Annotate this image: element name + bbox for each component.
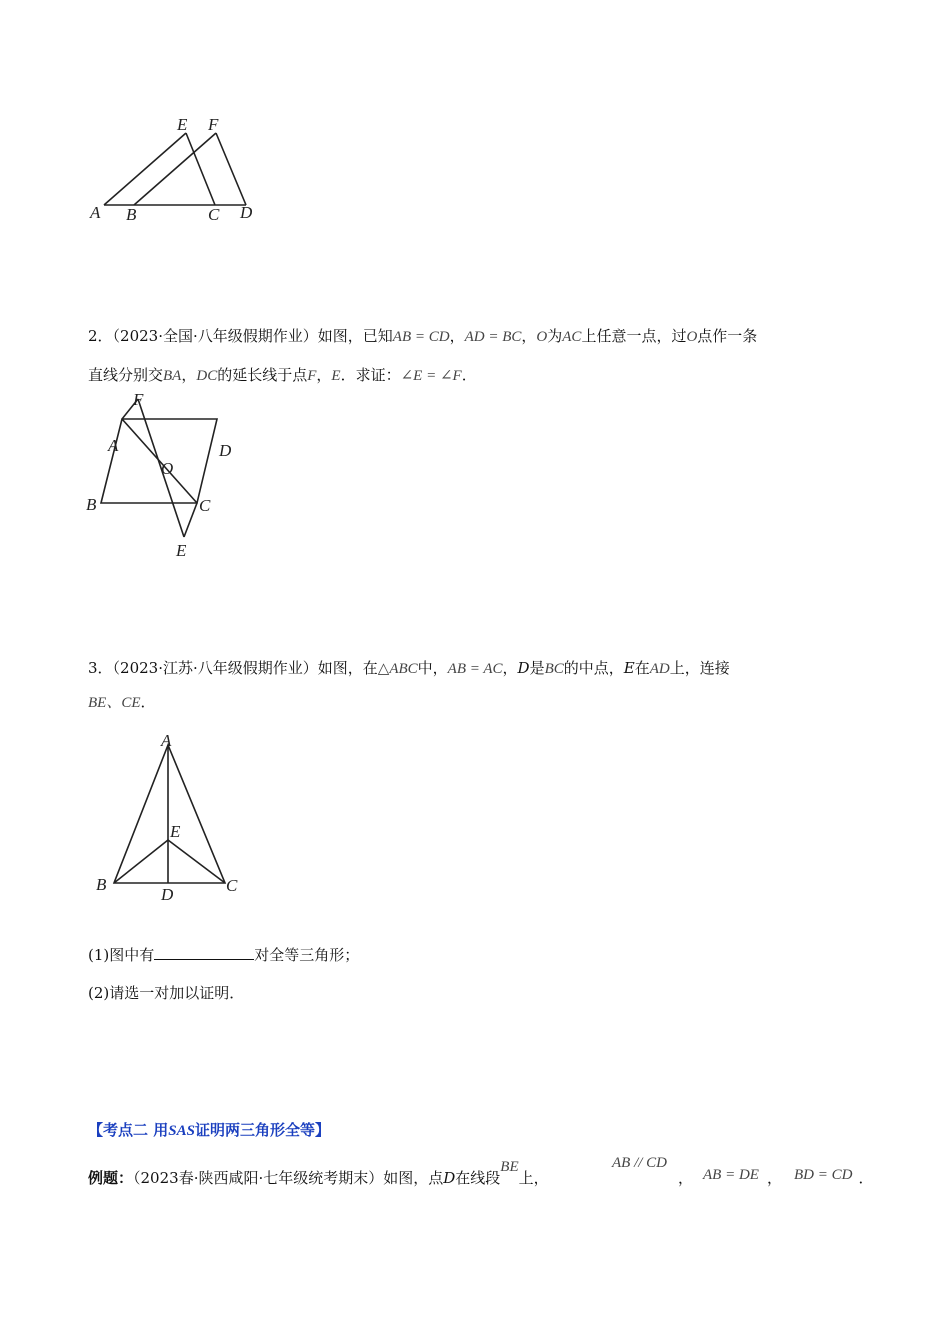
text: (2)请选一对加以证明． xyxy=(88,984,245,1002)
label-A: A xyxy=(90,203,101,222)
text-D: D xyxy=(443,1169,456,1187)
text: 中， xyxy=(417,659,448,677)
text: (1)图中有 xyxy=(88,946,155,964)
text: 为 xyxy=(547,327,563,345)
answer-blank[interactable] xyxy=(154,945,254,960)
text: ．求证： xyxy=(340,366,401,384)
heading-sas: SAS xyxy=(168,1123,195,1139)
figure-3 xyxy=(88,725,258,910)
label-A: A xyxy=(161,731,172,750)
text-E: E xyxy=(623,659,635,677)
text: 的延长线于点 xyxy=(217,366,308,384)
heading-open: 【考点二 用 xyxy=(88,1121,169,1139)
text: 直线分别交 xyxy=(88,366,164,384)
text: ， xyxy=(316,366,332,384)
label-D: D xyxy=(240,203,253,222)
label-D: D xyxy=(161,885,174,904)
text: 如图，已知 xyxy=(317,327,393,345)
math: BE、CE xyxy=(88,695,141,711)
label-B: B xyxy=(86,495,97,514)
math: AD = BC xyxy=(464,329,522,345)
problem-2-source: （2023·全国·八年级假期作业） xyxy=(112,327,318,345)
math: E xyxy=(331,368,341,384)
text: 在 xyxy=(634,659,650,677)
example-conditions xyxy=(612,1152,667,1173)
text: ， xyxy=(181,366,197,384)
math: O xyxy=(686,329,698,345)
math: F xyxy=(307,368,317,384)
text: 在线段 xyxy=(455,1169,501,1187)
label-B: B xyxy=(96,875,107,894)
problem-3-source: （2023·江苏·八年级假期作业） xyxy=(112,659,318,677)
math: BE xyxy=(500,1159,519,1175)
problem-3-line-2 xyxy=(88,692,156,713)
figure-1 xyxy=(80,110,280,230)
text: ， xyxy=(449,327,465,345)
math: DC xyxy=(196,368,218,384)
text: ． xyxy=(140,693,156,711)
seg-AE xyxy=(104,133,186,205)
math: AC xyxy=(562,329,582,345)
text: 如图，在 xyxy=(317,659,378,677)
example-conditions-2 xyxy=(678,1168,873,1189)
label-C: C xyxy=(226,876,238,895)
label-E: E xyxy=(177,115,188,134)
math: AB = CD xyxy=(392,329,450,345)
math: BC xyxy=(544,661,564,677)
text: ， xyxy=(678,1169,694,1187)
text-D: D xyxy=(517,659,530,677)
math-ab-eq-de: AB = DE xyxy=(703,1167,759,1183)
text: 上任意一点，过 xyxy=(581,327,687,345)
problem-2-line-1 xyxy=(88,326,757,347)
label-O: O xyxy=(161,459,174,478)
problem-3-number: 3． xyxy=(88,659,113,677)
math: O xyxy=(536,329,548,345)
math-ab-parallel-cd: AB // CD xyxy=(612,1155,667,1171)
math: BA xyxy=(163,368,182,384)
example-line xyxy=(88,1159,549,1189)
seg-BF xyxy=(134,133,216,205)
example-label: 例题： xyxy=(88,1169,134,1187)
problem-3-q1 xyxy=(88,945,359,965)
triangle-ABC xyxy=(114,745,225,883)
label-C: C xyxy=(199,496,211,515)
text: 点作一条 xyxy=(697,327,758,345)
text: 的中点， xyxy=(563,659,624,677)
text: 上，连接 xyxy=(669,659,730,677)
seg-CE xyxy=(184,503,197,537)
problem-3-line-1 xyxy=(88,658,730,679)
math: AD xyxy=(649,661,670,677)
label-F: F xyxy=(208,115,219,134)
figure-2 xyxy=(80,390,250,565)
label-E: E xyxy=(170,822,181,841)
section-heading xyxy=(88,1120,330,1141)
math-bd-eq-cd: BD = CD xyxy=(793,1167,853,1183)
text: 是 xyxy=(529,659,545,677)
label-D: D xyxy=(219,441,232,460)
text: 如图，点 xyxy=(383,1169,444,1187)
text: ， xyxy=(521,327,537,345)
problem-2-number: 2． xyxy=(88,327,113,345)
text: ， xyxy=(502,659,518,677)
example-source: （2023春·陕西咸阳·七年级统考期末） xyxy=(133,1169,384,1187)
heading-close: 证明两三角形全等】 xyxy=(194,1121,330,1139)
text: 对全等三角形； xyxy=(254,946,360,964)
math: △ABC xyxy=(377,661,418,677)
label-A: A xyxy=(108,436,119,455)
label-E: E xyxy=(176,541,187,560)
problem-2-line-2 xyxy=(88,365,477,386)
label-F: F xyxy=(133,390,144,409)
label-B: B xyxy=(126,205,137,224)
seg-FD xyxy=(216,133,246,205)
text: ． xyxy=(858,1169,874,1187)
math: AB = AC xyxy=(447,661,503,677)
seg-EC xyxy=(186,133,215,205)
text: 上， xyxy=(518,1169,549,1187)
math: ∠E = ∠F xyxy=(400,368,462,384)
problem-3-q2 xyxy=(88,983,244,1003)
text: ． xyxy=(461,366,477,384)
label-C: C xyxy=(208,205,220,224)
text: ， xyxy=(766,1169,782,1187)
